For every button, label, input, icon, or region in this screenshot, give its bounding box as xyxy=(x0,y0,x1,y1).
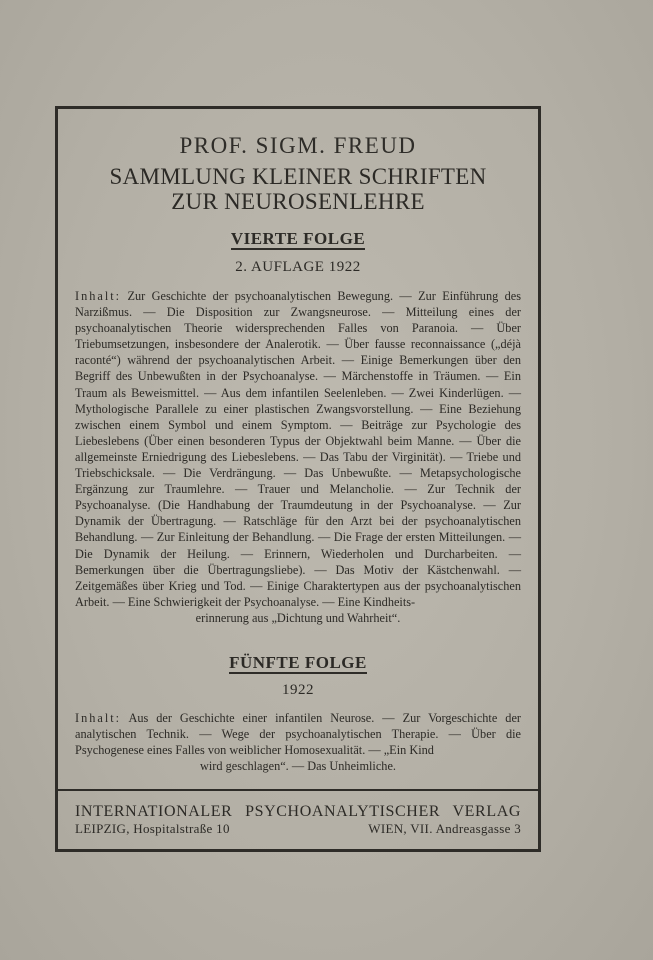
series-title-line-1: SAMMLUNG KLEINER SCHRIFTEN xyxy=(109,164,487,189)
vierte-folge-heading xyxy=(58,229,538,249)
vierte-folge-edition: 2. AUFLAGE 1922 xyxy=(235,259,361,275)
publisher-address-wien: WIEN, VII. Andreasgasse 3 xyxy=(368,821,521,836)
publisher-name: INTERNATIONALER PSYCHOANALYTISCHER VERLAG xyxy=(75,803,521,820)
contents-text-last-line: erinnerung aus „Dichtung und Wahrheit“. xyxy=(195,610,401,625)
fuenfte-folge-heading-text: FÜNFTE FOLGE xyxy=(229,653,367,672)
contents-text: Zur Geschichte der psychoanalytischen Bewegung. — Zur Einführung des Narzißmus. — Die Disposition zur Zwangsneurose. — Mitteilung eines der psychoanalytischen Theorie widersprechenden Falles von Paranoia. — Über Triebumsetzungen, insbesondere der Analerotik. — Über fausse reconnaissance („déjà raconté“) während der psychoanalytischen Arbeit. — Einige Bemerkungen über den Begriff des Unbewußten in der Psychoanalyse. — Märchenstoffe in Träumen. — Ein Traum als Beweismittel. — Aus dem infantilen Seelenleben. — Zwei Kinderlügen. — Mythologische Parallele zu einer plastischen Zwangsvorstellung. — Eine Beziehung zwischen einem Symbol und einem Symptom. — Beiträge zur Psychologie des Liebeslebens (Über einen besonderen Typus der Objektwahl beim Manne. — Über die allgemeinste Erniedrigung des Liebeslebens. — Das Tabu der Virginität). — Triebe und Triebschicksale. — Die Verdrängung. — Das Unbewußte. — Metapsychologische Ergänzung zur Traumlehre. — Trauer und Melancholie. — Zur Technik der Psychoanalyse. (Die Handhabung der Traumdeutung in der Psychoanalyse. — Zur Dynamik der Übertragung. — Ratschläge für den Arzt bei der psychoanalytischen Behandlung. — Zur Einleitung der Behandlung. — Die Frage der ersten Mitteilungen. — Die Dynamik der Heilung. — Erinnern, Wiederholen und Durcharbeiten. — Bemerkungen über die Übertragungsliebe). — Das Motiv der Kästchenwahl. — Zeitgemäßes über Krieg und Tod. — Einige Charaktertypen aus der psychoanalytischen Arbeit. — Eine Schwierigkeit der Psychoanalyse. — Eine Kindheits- xyxy=(75,289,522,609)
contents-label: Inhalt: xyxy=(75,711,122,725)
contents-label: Inhalt: xyxy=(75,289,122,303)
contents-text: Aus der Geschichte einer infantilen Neurose. — Zur Vorgeschichte der analytischen Technik. — Wege der psychoanalytischen Therapie. — Über die Psychogenese eines Falles von weiblicher Homosexualität. — „Ein Kind xyxy=(75,711,521,758)
bordered-frame xyxy=(55,106,541,852)
series-title-line-2: ZUR NEUROSENLEHRE xyxy=(171,189,425,214)
vierte-folge-contents xyxy=(75,288,521,626)
publisher-address-leipzig: LEIPZIG, Hospitalstraße 10 xyxy=(75,821,230,836)
vierte-folge-heading-text: VIERTE FOLGE xyxy=(230,229,366,248)
fuenfte-folge-heading xyxy=(58,653,538,673)
fuenfte-folge-edition: 1922 xyxy=(282,682,314,698)
author-name: PROF. SIGM. FREUD xyxy=(179,133,417,158)
contents-text-last-line: wird geschlagen“. — Das Unheimliche. xyxy=(199,759,396,774)
fuenfte-folge-contents xyxy=(75,710,521,774)
divider-rule xyxy=(58,789,538,791)
